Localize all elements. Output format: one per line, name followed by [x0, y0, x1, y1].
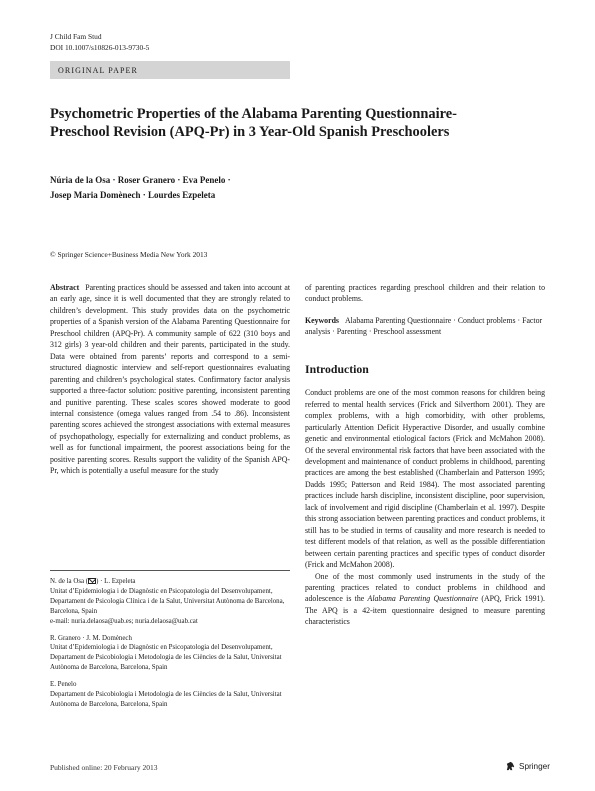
affiliation-1 — [50, 577, 290, 627]
authors-line-2: Josep Maria Domènech · Lourdes Ezpeleta — [50, 189, 216, 200]
affiliation-2 — [50, 634, 290, 674]
copyright-notice: © Springer Science+Business Media New York 2013 — [50, 250, 208, 259]
publisher-logo — [505, 761, 550, 772]
paper-title: Psychometric Properties of the Alabama Parenting Questionnaire-Preschool Revision (APQ-Pr) in 3 Year-Old Spanish Preschoolers — [50, 106, 457, 140]
published-date: Published online: 20 February 2013 — [50, 763, 158, 772]
keywords — [305, 315, 545, 338]
affiliation-3 — [50, 680, 290, 710]
affiliation-dept: Unitat d’Epidemiologia i de Diagnòstic en Psicopatologia del Desenvolupament, Departament de Psicologia Clínica i de la Salut, Universitat Autònoma de Barcelona, Barcelona, Spain — [50, 587, 285, 615]
intro-paragraph-1: Conduct problems are one of the most common reasons for children being referred to mental health services (Frick and Silverthorn 2001). They are complex problems, with a high comorbidity, with other problems, particularly Attention Deficit Hyperactive Disorder, and usually combine genetic and environmental etiological factors (Frick and McMahon 2008). Of the several environmental risk factors that have been associated with the development and maintenance of conduct problems in childhood, parenting practices are among the best established (Chamberlain and Patterson 1995; Dadds 1995; Patterson and Reid 1984). The most associated parenting practices include harsh discipline, inconsistent discipline, poor supervision, lack of involvement and rigid discipline (Chamberlain et al. 1997). Despite this strong association between parenting practices and conduct problems, it still has to be studied in terms of causality and more research is needed to test different models of that relation, as well as the possible differentiation between certain parenting practices and specific types of conduct disorder (Frick and McMahon 2008). — [305, 388, 545, 570]
authors-line-1: Núria de la Osa · Roser Granero · Eva Penelo · — [50, 175, 231, 185]
affiliation-dept: Unitat d’Epidemiologia i de Diagnòstic en Psicopatologia del Desenvolupament, Departament de Psicobiologia i Metodologia de les Ciències de la Salut, Universitat Autònoma de Barcelona, Barcelona, Spain — [50, 644, 282, 672]
affiliations — [50, 570, 290, 717]
abstract — [50, 282, 290, 477]
affiliation-names: N. de la Osa ( ) · L. Ezpeleta — [50, 578, 136, 585]
abstract-text: Parenting practices should be assessed and taken into account at an early age, since it is well documented that they are strongly related to children’s development. This study provides data on the psychometric properties of a Spanish version of the Alabama Parenting Questionnaire for Preschool children (APQ-Pr). A community sample of 622 (310 boys and 312 girls) 3 year-old children and their parents, participated in the study. Data were obtained from parents’ reports and correspond to a semi-structured diagnostic interview and self-report questionnaires evaluating parenting and children’s psychological states. Confirmatory factor analysis supported a three-factor solution: positive parenting, inconsistent parenting and punitive parenting. These scales scores showed moderate to good internal consistence (omega values ranged from .54 to .86). Inconsistent parenting scores achieved the strongest associations with external measures of psychopathology, especially for externalizing and conduct problems, as well as for functional impairment, the poorest associations being for the positive parenting scores. Results support the validity of the Spanish APQ-Pr, which is potentially a useful measure for the study — [50, 283, 290, 476]
author-list — [50, 173, 350, 202]
right-column — [305, 282, 545, 628]
intro-paragraph-2: One of the most commonly used instruments in the study of the parenting practices related to conduct problems in childhood and adolescence is the Alabama Parenting Questionnaire (APQ, Frick 1991). The APQ is a 42-item questionnaire designed to measure parenting characteristics — [305, 571, 545, 627]
journal-name: J Child Fam Stud — [50, 32, 102, 41]
affiliation-dept: Departament de Psicobiologia i Metodologia de les Ciències de la Salut, Universitat Autònoma de Barcelona, Barcelona, Spain — [50, 691, 282, 708]
affiliation-names: R. Granero · J. M. Domènech — [50, 634, 132, 642]
springer-horse-icon — [505, 761, 516, 772]
envelope-icon — [88, 578, 96, 584]
affiliation-names: E. Penelo — [50, 681, 77, 689]
publisher-name: Springer — [519, 762, 550, 771]
doi: DOI 10.1007/s10826-013-9730-5 — [50, 43, 150, 52]
section-label: ORIGINAL PAPER — [50, 61, 290, 79]
left-column — [50, 282, 290, 477]
apq-title: Alabama Parenting Questionnaire — [367, 594, 479, 604]
footnote-divider — [50, 570, 290, 571]
journal-header — [50, 31, 149, 53]
abstract-label: Abstract — [50, 283, 80, 292]
introduction-heading: Introduction — [305, 362, 369, 376]
keywords-text: Alabama Parenting Questionnaire · Conduct problems · Factor analysis · Parenting · Preschool assessment — [305, 315, 543, 337]
abstract-continuation: of parenting practices regarding preschool children and their relation to conduct problems. — [305, 283, 545, 304]
keywords-label: Keywords — [305, 315, 339, 325]
affiliation-email[interactable]: e-mail: nuria.delaosa@uab.es; nuria.delaosa@uab.cat — [50, 617, 198, 625]
